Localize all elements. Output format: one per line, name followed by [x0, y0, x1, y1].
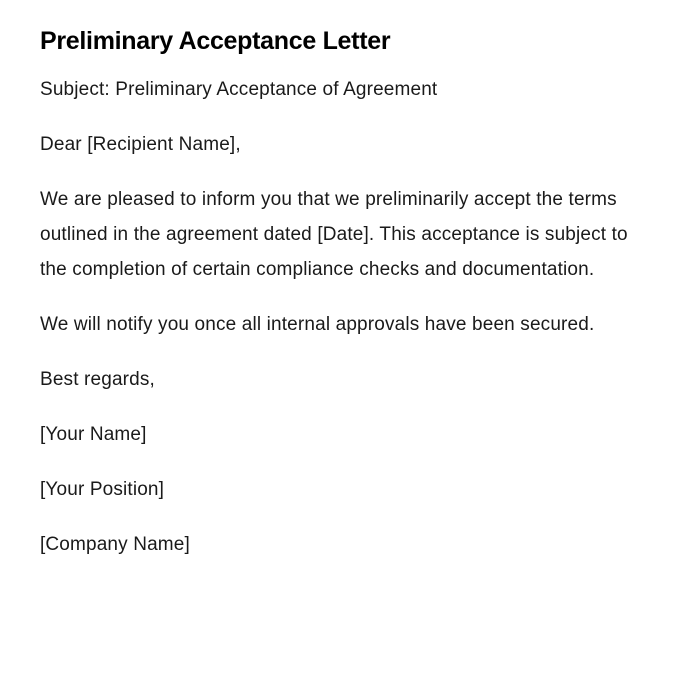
letter-title: Preliminary Acceptance Letter: [40, 27, 391, 55]
letter-company-name: [Company Name]: [40, 534, 190, 555]
letter-body-paragraph-1: We are pleased to inform you that we preliminarily accept the terms outlined in the agreement dated [Date]. This acceptance is subject to the completion of certain compliance checks and documentation.: [40, 189, 628, 280]
letter-closing: Best regards,: [40, 369, 155, 390]
letter-sender-position: [Your Position]: [40, 479, 165, 500]
letter-body-paragraph-2: We will notify you once all internal approvals have been secured.: [40, 314, 595, 335]
letter-subject: Subject: Preliminary Acceptance of Agreement: [40, 79, 438, 100]
letter-salutation: Dear [Recipient Name],: [40, 134, 241, 155]
letter-sender-name: [Your Name]: [40, 424, 147, 445]
letter-document: [40, 24, 650, 582]
